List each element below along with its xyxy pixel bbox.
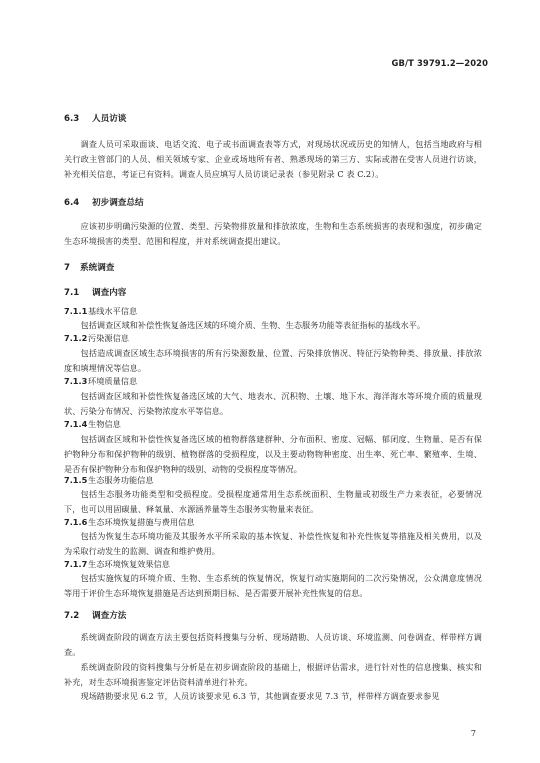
subsection-7-1-1-text: 包括调查区域和补偿性恢复备选区域的环境介质、生物、生态服务功能等表征指标的基线水平。 [80, 320, 426, 330]
section-number: 6.3 [64, 114, 80, 124]
subsection-7-1-3-heading [64, 376, 137, 387]
subsection-7-1-4-heading [64, 419, 121, 430]
section-6-4-heading [64, 196, 144, 208]
subsection-7-1-6-text: 包括为恢复生态环境功能及其服务水平所采取的基本恢复、补偿性恢复和补充性恢复等措施及相关费用，以及为采取行动发生的监测、调查和维护费用。 [64, 531, 482, 556]
subsection-number: 7.1.5 [64, 475, 88, 485]
subsection-title: 环境质量信息 [88, 376, 138, 386]
subsection-number: 7.1.1 [64, 306, 88, 316]
subsection-7-1-5-text: 包括生态服务功能类型和受损程度。受损程度通常用生态系统面积、生物量或初级生产力来表征，必要情况下，也可以用固碳量、释氧量、水源涵养量等生态服务实物量来表征。 [64, 489, 482, 514]
section-7-2-paragraph-2: 系统调查阶段的资料搜集与分析是在初步调查阶段的基础上，根据评估需求，进行针对性的信息搜集、核实和补充，对生态环境损害鉴定评估资料清单进行补充。 [64, 662, 482, 687]
section-title: 调查内容 [92, 288, 127, 298]
section-title: 系统调查 [80, 263, 115, 273]
subsection-title: 基线水平信息 [88, 306, 138, 316]
subsection-title: 生态服务功能信息 [88, 475, 154, 485]
section-7-2-paragraph-1: 系统调查阶段的调查方法主要包括资料搜集与分析、现场踏勘、人员访谈、环境监测、问卷调查、样带样方调查。 [64, 632, 482, 657]
subsection-title: 生态环境恢复措施与费用信息 [88, 517, 195, 527]
subsection-number: 7.1.6 [64, 517, 88, 527]
section-6-3-paragraph: 调查人员可采取面谈、电话交流、电子或书面调查表等方式，对现场状况或历史的知情人，包括当地政府与相关行政主管部门的人员、相关领域专家、企业或场地所有者、熟悉现场的第三方、实际或潜在受害人员进行访谈，补充相关信息，考证已有资料。调查人员应填写人员访谈记录表（参见附录 C 表 C.2）。 [64, 139, 482, 179]
subsection-title: 生态环境恢复效果信息 [88, 559, 170, 569]
section-title: 初步调查总结 [92, 198, 144, 208]
page-number: 7 [470, 729, 476, 738]
section-6-3-heading [64, 112, 126, 124]
subsection-7-1-3-text: 包括调查区域和补偿性恢复备选区域的大气、地表水、沉积物、土壤、地下水、海洋海水等环境介质的质量现状、污染分布情况、污染物浓度水平等信息。 [64, 391, 482, 416]
subsection-title: 污染源信息 [88, 333, 129, 343]
standard-code: GB/T 39791.2—2020 [391, 58, 488, 68]
section-number: 6.4 [64, 198, 80, 208]
section-title: 人员访谈 [92, 114, 127, 124]
section-number: 7.1 [64, 288, 80, 298]
subsection-7-1-2-text: 包括造成调查区域生态环境损害的所有污染源数量、位置、污染排放情况、特征污染物种类、排放量、排放浓度和填埋情况等信息。 [64, 348, 482, 373]
subsection-7-1-1-heading [64, 306, 137, 317]
section-7-2-heading [64, 609, 126, 621]
subsection-7-1-5-heading [64, 475, 154, 486]
subsection-7-1-6-heading [64, 517, 194, 528]
subsection-7-1-2-heading [64, 333, 129, 344]
section-7-heading [64, 261, 114, 273]
section-number: 7.2 [64, 611, 80, 621]
subsection-number: 7.1.4 [64, 419, 88, 429]
subsection-title: 生物信息 [88, 419, 121, 429]
subsection-number: 7.1.3 [64, 376, 88, 386]
section-7-2-paragraph-3: 现场踏勘要求见 6.2 节，人员访谈要求见 6.3 节，其他调查要求见 7.3 节，样带样方调查要求参见 [80, 691, 440, 701]
section-6-4-paragraph: 应该初步明确污染源的位置、类型、污染物排放量和排放浓度，生物和生态系统损害的表现和强度，初步确定生态环境损害的类型、范围和程度，并对系统调查提出建议。 [64, 221, 482, 246]
subsection-7-1-7-text: 包括实施恢复的环境介质、生物、生态系统的恢复情况，恢复行动实施期间的二次污染情况，公众满意度情况等用于评价生态环境恢复措施是否达到预期目标、是否需要开展补充性恢复的信息。 [64, 573, 482, 598]
subsection-number: 7.1.2 [64, 333, 88, 343]
subsection-number: 7.1.7 [64, 559, 88, 569]
subsection-7-1-7-heading [64, 559, 170, 570]
section-number: 7 [64, 263, 70, 273]
subsection-7-1-4-text: 包括调查区域和补偿性恢复备选区域的植物群落建群种、分布面积、密度、冠幅、郁闭度、生物量、是否有保护物种分布和保护物种的级别、植物群落的受损程度，以及主要动物物种密度、出生率、死亡率、繁殖率、生境、是否有保护物种分布和保护物种的级别、动物的受损程度等情况。 [64, 434, 482, 474]
section-title: 调查方法 [92, 611, 127, 621]
section-7-1-heading [64, 286, 126, 298]
